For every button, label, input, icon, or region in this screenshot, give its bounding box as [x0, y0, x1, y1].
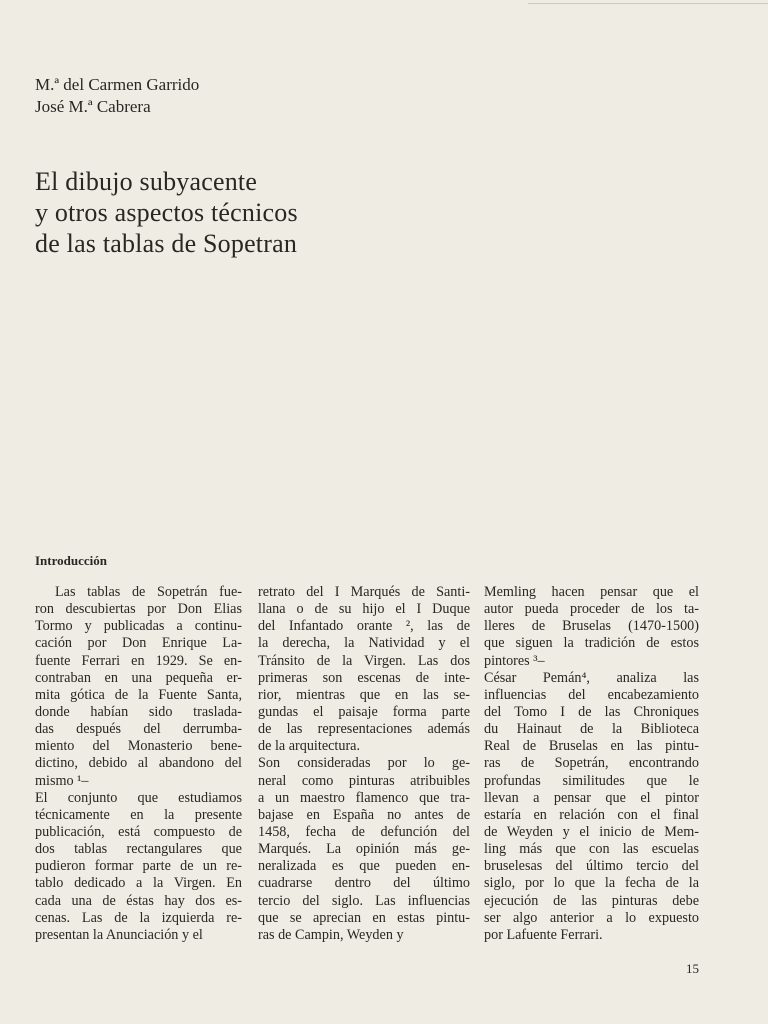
- text-line: profundas similitudes que le: [484, 772, 699, 789]
- text-line: ling más que con las escuelas: [484, 841, 699, 858]
- text-line: siglo, por lo que la fecha de la: [484, 875, 699, 892]
- section-heading: Introducción: [35, 553, 107, 568]
- text-line: Son consideradas por lo ge-: [258, 755, 470, 772]
- text-line: autor pueda proceder de los ta-: [484, 601, 699, 618]
- text-line: mismo ¹–: [35, 772, 89, 789]
- page-number: 15: [686, 961, 699, 976]
- text-line: llevan a pensar que el pintor: [484, 789, 699, 806]
- text-line: primeras son escenas de inte-: [258, 669, 470, 686]
- text-line: ser algo anterior a lo expuesto: [484, 909, 699, 926]
- text-line: Las tablas de Sopetrán fue-: [55, 584, 242, 600]
- text-line: técnicamente en la presente: [35, 806, 242, 823]
- text-line: de las representaciones además: [258, 721, 470, 738]
- text-line: das después del derrumba-: [35, 721, 242, 738]
- top-rule: [528, 3, 768, 4]
- text-line: bruselesas del último tercio del: [484, 858, 699, 875]
- text-line: miento del Monasterio bene-: [35, 738, 242, 755]
- authors: [35, 74, 199, 118]
- text-line: El conjunto que estudiamos: [35, 789, 242, 806]
- text-line: donde habían sido traslada-: [35, 703, 242, 720]
- text-line: cación por Don Enrique La-: [35, 635, 242, 652]
- title-line: y otros aspectos técnicos: [35, 198, 298, 227]
- text-line: influencias del encabezamiento: [484, 686, 699, 703]
- text-line: ejecución de las pinturas debe: [484, 892, 699, 909]
- text-line: contraban en una pequeña er-: [35, 669, 242, 686]
- text-line: lleres de Bruselas (1470-1500): [484, 618, 699, 635]
- title-line: de las tablas de Sopetran: [35, 229, 298, 258]
- text-line: César Pemán⁴, analiza las: [484, 669, 699, 686]
- text-line: dos tablas rectangulares que: [35, 841, 242, 858]
- text-column-2: [258, 584, 470, 944]
- text-line: de la arquitectura.: [258, 738, 361, 755]
- text-line: neral como pinturas atribuibles: [258, 772, 470, 789]
- text-line: cenas. Las de la izquierda re-: [35, 909, 242, 926]
- text-column-1: [35, 584, 242, 944]
- text-line: 1458, fecha de defunción del: [258, 823, 470, 840]
- text-line: rior, mientras que en las se-: [258, 686, 470, 703]
- text-line: que se aprecian en estas pintu-: [258, 909, 470, 926]
- author-1: M.ª del Carmen Garrido: [35, 75, 200, 94]
- text-line: del Tomo I de las Chroniques: [484, 703, 699, 720]
- text-line: estaría en relación con el final: [484, 806, 699, 823]
- text-line: gundas el paisaje forma parte: [258, 703, 470, 720]
- text-line: du Hainaut de la Biblioteca: [484, 721, 699, 738]
- text-line: neralizada es que pueden en-: [258, 858, 470, 875]
- text-line: tablo dedicado a la Virgen. En: [35, 875, 242, 892]
- text-line: pudieron formar parte de un re-: [35, 858, 242, 875]
- text-line: bajase en España no antes de: [258, 806, 470, 823]
- title-line: El dibujo subyacente: [35, 167, 258, 196]
- text-line: por Lafuente Ferrari.: [484, 926, 603, 943]
- author-2: José M.ª Cabrera: [35, 97, 151, 116]
- article-title: [35, 166, 298, 259]
- text-line: Marqués. La opinión más ge-: [258, 841, 470, 858]
- text-line: llana o de su hijo el I Duque: [258, 601, 470, 618]
- text-line: Tormo y publicadas a continu-: [35, 618, 242, 635]
- text-line: cada una de éstas hay dos es-: [35, 892, 242, 909]
- text-line: publicación, está compuesto de: [35, 823, 242, 840]
- text-line: pintores ³–: [484, 652, 545, 669]
- text-line: presentan la Anunciación y el: [35, 926, 203, 943]
- text-line: tercio del siglo. Las influencias: [258, 892, 470, 909]
- text-line: que siguen la tradición de estos: [484, 635, 699, 652]
- text-line: ras de Sopetrán, encontrando: [484, 755, 699, 772]
- text-line: cuadrarse dentro del último: [258, 875, 470, 892]
- text-line: mita gótica de la Fuente Santa,: [35, 686, 242, 703]
- text-column-3: [484, 584, 699, 944]
- text-line: dictino, debido al abandono del: [35, 755, 242, 772]
- text-line: Real de Bruselas en las pintu-: [484, 738, 699, 755]
- text-line: a un maestro flamenco que tra-: [258, 789, 470, 806]
- text-line: ron descubiertas por Don Elias: [35, 601, 242, 618]
- text-line: Tránsito de la Virgen. Las dos: [258, 652, 470, 669]
- text-line: la derecha, la Natividad y el: [258, 635, 470, 652]
- text-line: fuente Ferrari en 1929. Se en-: [35, 652, 242, 669]
- text-line: retrato del I Marqués de Santi-: [258, 584, 470, 600]
- text-line: ras de Campin, Weyden y: [258, 926, 404, 943]
- text-line: Memling hacen pensar que el: [484, 584, 699, 600]
- text-line: del Infantado orante ², las de: [258, 618, 470, 635]
- text-line: de Weyden y el inicio de Mem-: [484, 823, 699, 840]
